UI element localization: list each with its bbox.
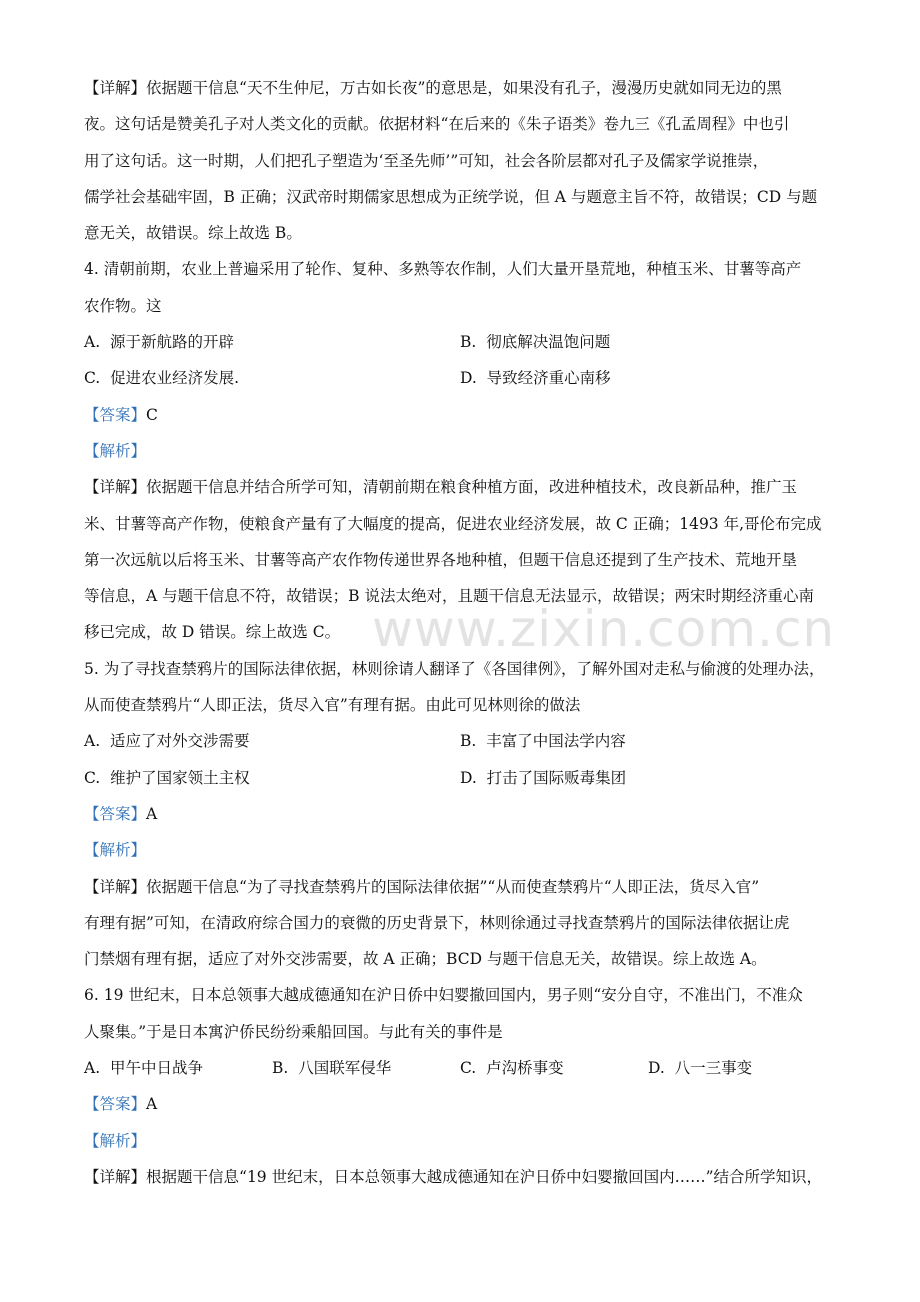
q4-option-b: B. 彻底解决温饱问题 bbox=[460, 333, 611, 352]
analysis-label: 【解析】 bbox=[84, 441, 147, 460]
q6-option-c: C. 卢沟桥事变 bbox=[460, 1059, 564, 1078]
q4-detail-text: 依据题干信息并结合所学可知，清朝前期在粮食种植方面，改进种植技术，改良新品种，推广玉 bbox=[146, 478, 798, 497]
q4-stem-line: 4. 清朝前期，农业上普遍采用了轮作、复种、多熟等农作制，人们大量开垦荒地，种植玉米、甘薯等高产 bbox=[84, 260, 802, 279]
q5-option-c: C. 维护了国家领土主权 bbox=[84, 768, 250, 787]
q4-stem-line: 农作物。这 bbox=[84, 296, 162, 315]
q4-answer-value: C bbox=[146, 405, 158, 424]
analysis-label: 【解析】 bbox=[84, 1131, 147, 1150]
q5-detail-line: 有理有据”可知，在清政府综合国力的衰微的历史背景下，林则徐通过寻找查禁鸦片的国际法律依据让虎 bbox=[84, 913, 790, 932]
q4-detail-line: 第一次远航以后将玉米、甘薯等高产农作物传递世界各地种植，但题干信息还提到了生产技术、荒地开垦 bbox=[84, 550, 798, 569]
q4-options-row bbox=[84, 324, 840, 360]
q5-stem-line: 5. 为了寻找查禁鸦片的国际法律依据，林则徐请人翻译了《各国律例》，了解外国对走私与偷渡的处理办法， bbox=[84, 659, 825, 678]
q6-stem-line: 6. 19 世纪末，日本总领事大越成德通知在沪日侨中妇婴撤回国内，男子则“安分自守，不准出门，不准众 bbox=[84, 986, 803, 1005]
q3-detail-line: 夜。这句话是赞美孔子对人类文化的贡献。依据材料“在后来的《朱子语类》卷九三《孔孟周程》中也引 bbox=[84, 115, 790, 134]
analysis-label: 【解析】 bbox=[84, 841, 147, 860]
q6-answer bbox=[84, 1086, 840, 1122]
q4-detail-line bbox=[84, 469, 840, 505]
q3-detail-line: 用了这句话。这一时期，人们把孔子塑造为‘至圣先师’”可知，社会各阶层都对孔子及儒家学说推崇， bbox=[84, 151, 769, 170]
q3-detail-line bbox=[84, 70, 840, 106]
q6-options-row bbox=[84, 1050, 840, 1086]
q4-answer bbox=[84, 397, 840, 433]
document-page bbox=[84, 70, 840, 1195]
q5-detail-line bbox=[84, 869, 840, 905]
detail-label: 【详解】 bbox=[84, 877, 147, 896]
q5-answer bbox=[84, 796, 840, 832]
detail-label: 【详解】 bbox=[84, 1167, 147, 1186]
q5-option-a: A. 适应了对外交涉需要 bbox=[84, 732, 250, 751]
q3-detail-line: 儒学社会基础牢固，B 正确；汉武帝时期儒家思想成为正统学说，但 A 与题意主旨不符，故错误；CD 与题 bbox=[84, 187, 818, 206]
q6-option-d: D. 八一三事变 bbox=[648, 1059, 753, 1078]
q4-option-c: C. 促进农业经济发展. bbox=[84, 369, 240, 388]
q5-answer-value: A bbox=[146, 804, 158, 823]
q6-detail-text: 根据题干信息“19 世纪末，日本总领事大越成德通知在沪日侨中妇婴撤回国内……”结合所学知识， bbox=[146, 1167, 823, 1186]
detail-label: 【详解】 bbox=[84, 478, 147, 497]
q6-answer-value: A bbox=[146, 1095, 158, 1114]
q6-stem-line: 人聚集。”于是日本寓沪侨民纷纷乘船回国。与此有关的事件是 bbox=[84, 1022, 503, 1041]
detail-label: 【详解】 bbox=[84, 79, 147, 97]
q4-detail-line: 等信息，A 与题干信息不符，故错误；B 说法太绝对，且题干信息无法显示，故错误；两宋时期经济重心南 bbox=[84, 587, 814, 606]
q4-options-row bbox=[84, 360, 840, 396]
q5-options-row bbox=[84, 723, 840, 759]
q6-analysis bbox=[84, 1123, 840, 1159]
q4-detail-line: 移已完成，故 D 错误。综上故选 C。 bbox=[84, 623, 341, 642]
answer-label: 【答案】 bbox=[84, 1095, 147, 1114]
q6-option-b: B. 八国联军侵华 bbox=[272, 1059, 392, 1078]
q5-options-row bbox=[84, 760, 840, 796]
q5-option-d: D. 打击了国际贩毒集团 bbox=[460, 768, 627, 787]
q4-option-a: A. 源于新航路的开辟 bbox=[84, 333, 234, 352]
q3-detail-text: 依据题干信息“天不生仲尼，万古如长夜”的意思是，如果没有孔子，漫漫历史就如同无边的黑 bbox=[146, 79, 782, 97]
answer-label: 【答案】 bbox=[84, 405, 147, 424]
q6-detail-line bbox=[84, 1159, 840, 1195]
answer-label: 【答案】 bbox=[84, 804, 147, 823]
q3-detail-line: 意无关，故错误。综上故选 B。 bbox=[84, 224, 302, 243]
q4-analysis bbox=[84, 433, 840, 469]
q5-detail-text: 依据题干信息“为了寻找查禁鸦片的国际法律依据”“从而使查禁鸦片“人即正法，货尽入官” bbox=[146, 877, 760, 896]
q4-option-d: D. 导致经济重心南移 bbox=[460, 369, 611, 388]
q5-stem-line: 从而使查禁鸦片“人即正法，货尽入官”有理有据。由此可见林则徐的做法 bbox=[84, 696, 581, 715]
q6-option-a: A. 甲午中日战争 bbox=[84, 1059, 203, 1078]
q5-detail-line: 门禁烟有理有据，适应了对外交涉需要，故 A 正确；BCD 与题干信息无关，故错误。综上故选 A。 bbox=[84, 950, 767, 969]
q4-detail-line: 米、甘薯等高产作物，使粮食产量有了大幅度的提高，促进农业经济发展，故 C 正确；1493 年,哥伦布完成 bbox=[84, 514, 822, 533]
q5-analysis bbox=[84, 832, 840, 868]
q5-option-b: B. 丰富了中国法学内容 bbox=[460, 732, 626, 751]
watermark: www.zixin.com.cn bbox=[372, 600, 836, 658]
